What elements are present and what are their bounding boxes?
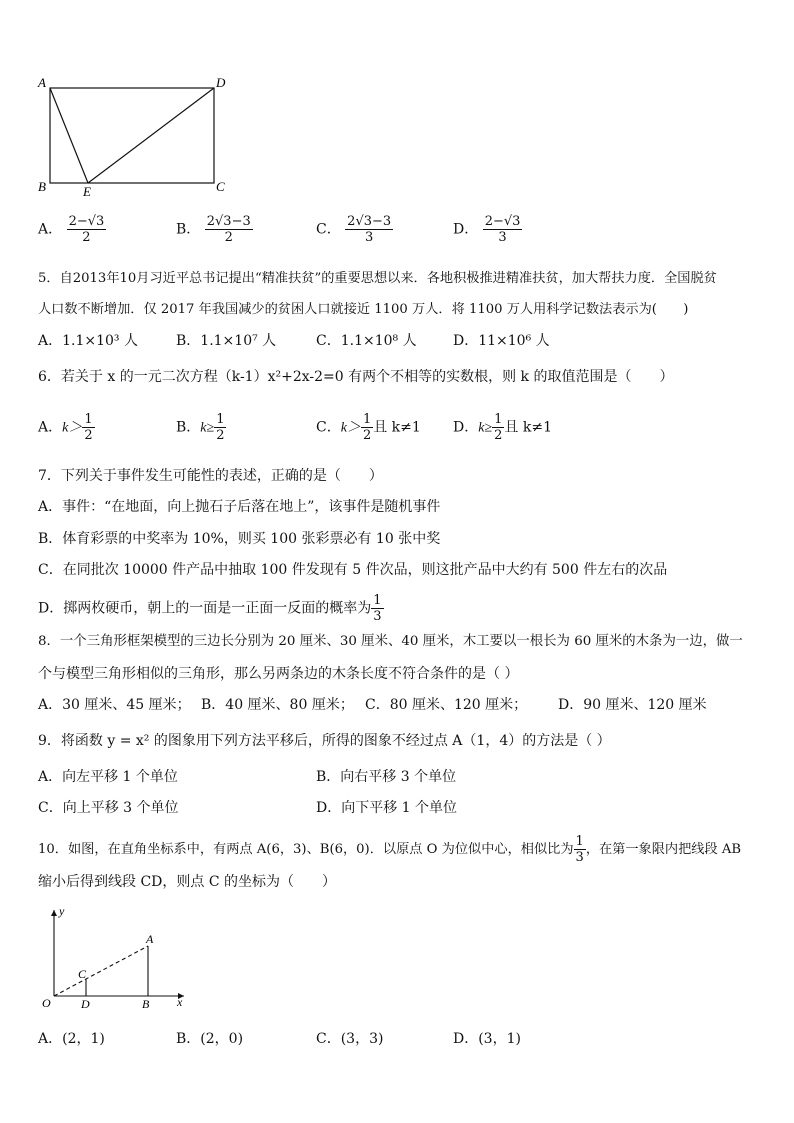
q8-option-a[interactable]: A．30 厘米、45 厘米； [38, 697, 191, 713]
q7-option-a[interactable]: A．事件：“在地面，向上抛石子后落在地上”，该事件是随机事件 [38, 499, 441, 515]
q10-option-d[interactable]: D．(3，1) [453, 1031, 521, 1047]
fraction: $\frac{1}{2}$ [216, 412, 225, 443]
q6-option-d[interactable]: D．k≥ $\frac{1}{2}$ 且 k≠1 [453, 412, 552, 443]
label-d: D [216, 75, 226, 90]
coordinate-figure [34, 900, 194, 1012]
label-a: A [38, 75, 46, 90]
q8-option-c[interactable]: C．80 厘米、120 厘米； [365, 697, 528, 713]
q9-stem: 9．将函数 y = x² 的图象用下列方法平移后，所得的图象不经过点 A（1，4）的方法是（ ） [38, 733, 611, 749]
q5-option-a[interactable]: A．1.1×10³ 人 [38, 333, 138, 349]
q6-stem: 6．若关于 x 的一元二次方程（k-1）x²+2x-2=0 有两个不相等的实数根，则 k 的取值范围是（ ） [38, 369, 674, 385]
q6-option-c[interactable]: C．k＞ $\frac{1}{2}$ 且 k≠1 [316, 412, 421, 443]
fraction: $\frac{1}{3}$ [575, 834, 584, 865]
axis-label-y: y [59, 904, 65, 918]
q10-stem-line1: 10．如图，在直角坐标系中，有两点 A(6，3)、B(6，0)．以原点 O 为位似中心，相似比为 $\frac{1}{3}$ ，在第一象限内把线段 AB [38, 834, 742, 865]
rectangle-figure [34, 72, 234, 196]
q4-option-a[interactable]: A． $\frac{2-√3}{2}$ [38, 214, 105, 245]
fraction: $\frac{2√3-3}{3}$ [347, 214, 392, 245]
fraction: $\frac{1}{2}$ [84, 412, 93, 443]
label-a: A [146, 932, 154, 946]
label-o: O [42, 996, 51, 1010]
fraction: $\frac{1}{2}$ [362, 412, 372, 443]
q4-option-c[interactable]: C． $\frac{2√3-3}{3}$ [316, 214, 392, 245]
fraction: $\frac{2-√3}{3}$ [484, 214, 521, 245]
q9-option-b[interactable]: B．向右平移 3 个单位 [316, 769, 457, 785]
q5-option-d[interactable]: D．11×10⁶ 人 [453, 333, 550, 349]
q7-option-b[interactable]: B．体育彩票的中奖率为 10%，则买 100 张彩票必有 10 张中奖 [38, 531, 441, 547]
q6-option-b[interactable]: B．k≥ $\frac{1}{2}$ [176, 412, 225, 443]
fraction: $\frac{2-√3}{2}$ [68, 214, 105, 245]
q10-option-a[interactable]: A．(2，1) [38, 1031, 105, 1047]
label-c: C [78, 967, 87, 981]
q5-option-b[interactable]: B．1.1×10⁷ 人 [176, 333, 277, 349]
q7-option-d[interactable]: D．掷两枚硬币，朝上的一面是一正面一反面的概率为 $\frac{1}{3}$ [38, 593, 382, 624]
q4-option-b[interactable]: B． $\frac{2√3-3}{2}$ [176, 214, 251, 245]
axis-label-x: x [177, 995, 183, 1009]
q7-option-c[interactable]: C．在同批次 10000 件产品中抽取 100 件发现有 5 件次品，则这批产品中大约有 500 件左右的次品 [38, 562, 668, 578]
fraction: $\frac{2√3-3}{2}$ [206, 214, 251, 245]
q8-stem-line2: 个与模型三角形相似的三角形，那么另两条边的木条长度不符合条件的是（ ） [38, 666, 519, 682]
label-b: B [142, 997, 150, 1011]
fraction: $\frac{1}{3}$ [373, 593, 382, 624]
q5-stem-line2: 人口数不断增加．仅 2017 年我国减少的贫困人口就接近 1100 万人．将 1100 万人用科学记数法表示为( ) [38, 302, 689, 317]
label-b: B [38, 179, 46, 194]
label-d: D [81, 997, 90, 1011]
q8-stem-line1: 8．一个三角形框架模型的三边长分别为 20 厘米、30 厘米、40 厘米，木工要以一根长为 60 厘米的木条为一边，做一 [38, 634, 743, 649]
q7-stem: 7．下列关于事件发生可能性的表述，正确的是（ ） [38, 468, 383, 484]
q4-option-d[interactable]: D． $\frac{2-√3}{3}$ [453, 214, 521, 245]
q9-option-c[interactable]: C．向上平移 3 个单位 [38, 800, 179, 816]
label-e: E [83, 184, 91, 196]
q10-option-b[interactable]: B．(2，0) [176, 1031, 244, 1047]
q5-option-c[interactable]: C．1.1×10⁸ 人 [316, 333, 417, 349]
q5-stem-line1: 5．自2013年10月习近平总书记提出“精准扶贫”的重要思想以来．各地积极推进精准扶贫，加大帮扶力度．全国脱贫 [38, 271, 717, 286]
q8-option-b[interactable]: B．40 厘米、80 厘米； [201, 697, 354, 713]
q9-option-d[interactable]: D．向下平移 1 个单位 [316, 800, 458, 816]
q8-option-d[interactable]: D．90 厘米、120 厘米 [558, 697, 707, 713]
q6-option-a[interactable]: A．k＞ $\frac{1}{2}$ [38, 412, 93, 443]
q10-stem-line2: 缩小后得到线段 CD，则点 C 的坐标为（ ） [38, 874, 336, 890]
fraction: $\frac{1}{2}$ [494, 412, 503, 443]
label-c: C [216, 179, 225, 194]
q9-option-a[interactable]: A．向左平移 1 个单位 [38, 769, 178, 785]
q10-option-c[interactable]: C．(3，3) [316, 1031, 384, 1047]
